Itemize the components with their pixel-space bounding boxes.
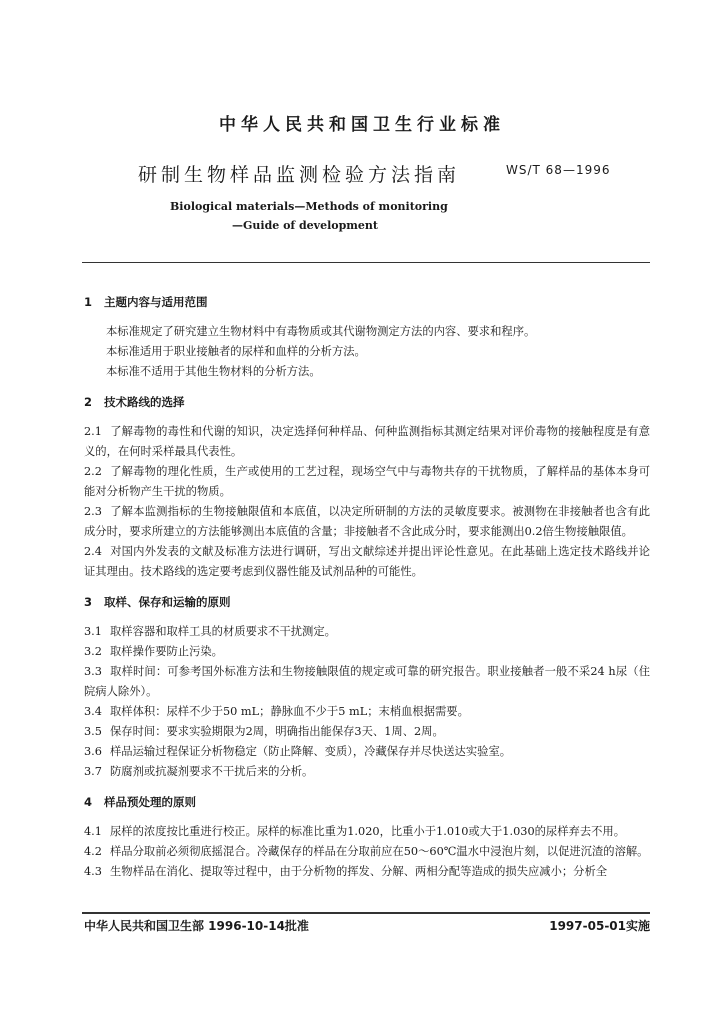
document-title: 研制生物样品监测检验方法指南 bbox=[138, 164, 461, 186]
clause-text: 取样操作要防止污染。 bbox=[110, 645, 223, 658]
clause-3-6 bbox=[84, 742, 650, 762]
clause-number: 3.6 bbox=[84, 745, 102, 758]
standard-number: WS/T 68—1996 bbox=[506, 163, 611, 177]
english-title-line2: —Guide of development bbox=[232, 219, 378, 232]
clause-4-1 bbox=[84, 822, 650, 842]
clause-3-4 bbox=[84, 702, 650, 722]
clause-number: 3.4 bbox=[84, 705, 102, 718]
section-title: 取样、保存和运输的原则 bbox=[104, 595, 231, 609]
clause-4-2 bbox=[84, 842, 650, 862]
clause-number: 2.4 bbox=[84, 545, 102, 558]
clause-number: 2.2 bbox=[84, 465, 102, 478]
clause-text: 防腐剂或抗凝剂要求不干扰后来的分析。 bbox=[110, 765, 314, 778]
paragraph: 本标准不适用于其他生物材料的分析方法。 bbox=[106, 365, 321, 378]
clause-3-7 bbox=[84, 762, 650, 782]
clause-text: 对国内外发表的文献及标准方法进行调研，写出文献综述并提出评论性意见。在此基础上选定技术路线并论证其理由。技术路线的选定要考虑到仪器性能及试剂品种的可能性。 bbox=[84, 545, 650, 578]
clause-number: 4.2 bbox=[84, 845, 102, 858]
clause-text: 尿样的浓度按比重进行校正。尿样的标准比重为1.020，比重小于1.010或大于1.030的尿样弃去不用。 bbox=[110, 825, 626, 838]
clause-text: 样品分取前必须彻底摇混合。冷藏保存的样品在分取前应在50～60℃温水中浸泡片刻，以促进沉渣的溶解。 bbox=[110, 845, 649, 858]
section-number: 1 bbox=[84, 295, 93, 309]
section-title: 样品预处理的原则 bbox=[104, 795, 197, 809]
section-number: 4 bbox=[84, 795, 93, 809]
section-1-heading bbox=[84, 292, 650, 312]
section-2-heading bbox=[84, 392, 650, 412]
section-4-heading bbox=[84, 792, 650, 812]
section-number: 3 bbox=[84, 595, 93, 609]
clause-number: 2.1 bbox=[84, 425, 102, 438]
clause-4-3 bbox=[84, 862, 650, 882]
section-3-heading bbox=[84, 592, 650, 612]
clause-number: 3.7 bbox=[84, 765, 102, 778]
clause-number: 2.3 bbox=[84, 505, 102, 518]
document-body bbox=[84, 282, 650, 882]
clause-3-1 bbox=[84, 622, 650, 642]
approval-date: 中华人民共和国卫生部 1996-10-14批准 bbox=[84, 919, 309, 933]
header-divider bbox=[82, 262, 650, 263]
clause-text: 取样时间：可参考国外标准方法和生物接触限值的规定或可靠的研究报告。职业接触者一般不采24 h尿（住院病人除外）。 bbox=[84, 665, 650, 698]
clause-text: 样品运输过程保证分析物稳定（防止降解、变质），冷藏保存并尽快送达实验室。 bbox=[110, 745, 512, 758]
issuer-heading: 中华人民共和国卫生行业标准 bbox=[219, 115, 505, 135]
clause-text: 保存时间：要求实验期限为2周，明确指出能保存3天、1周、2周。 bbox=[110, 725, 444, 738]
implementation-date: 1997-05-01实施 bbox=[549, 919, 650, 933]
clause-text: 了解本监测指标的生物接触限值和本底值，以决定所研制的方法的灵敏度要求。被测物在非接触者也含有此成分时，要求所建立的方法能够测出本底值的含量；非接触者不含此成分时，要求能测出0.2倍生物接触限值。 bbox=[84, 505, 650, 538]
clause-text: 了解毒物的毒性和代谢的知识，决定选择何种样品、何种监测指标其测定结果对评价毒物的接触程度是有意义的，在何时采样最具代表性。 bbox=[84, 425, 650, 458]
clause-number: 4.3 bbox=[84, 865, 102, 878]
clause-number: 4.1 bbox=[84, 825, 102, 838]
clause-text: 了解毒物的理化性质，生产或使用的工艺过程，现场空气中与毒物共存的干扰物质，了解样品的基体本身可能对分析物产生干扰的物质。 bbox=[84, 465, 650, 498]
clause-3-5 bbox=[84, 722, 650, 742]
footer-divider bbox=[82, 912, 650, 914]
clause-text: 生物样品在消化、提取等过程中，由于分析物的挥发、分解、两相分配等造成的损失应减小；分析全 bbox=[110, 865, 608, 878]
paragraph: 本标准规定了研究建立生物材料中有毒物质或其代谢物测定方法的内容、要求和程序。 bbox=[106, 325, 536, 338]
clause-number: 3.2 bbox=[84, 645, 102, 658]
clause-2-1 bbox=[84, 422, 650, 462]
section-title: 技术路线的选择 bbox=[104, 395, 185, 409]
section-number: 2 bbox=[84, 395, 93, 409]
clause-2-4 bbox=[84, 542, 650, 582]
clause-2-2 bbox=[84, 462, 650, 502]
clause-3-2 bbox=[84, 642, 650, 662]
section-title: 主题内容与适用范围 bbox=[104, 295, 208, 309]
english-title-line1: Biological materials—Methods of monitoring bbox=[170, 200, 448, 213]
clause-number: 3.5 bbox=[84, 725, 102, 738]
paragraph: 本标准适用于职业接触者的尿样和血样的分析方法。 bbox=[106, 345, 366, 358]
clause-number: 3.3 bbox=[84, 665, 102, 678]
clause-2-3 bbox=[84, 502, 650, 542]
clause-number: 3.1 bbox=[84, 625, 102, 638]
clause-text: 取样体积：尿样不少于50 mL；静脉血不少于5 mL；末梢血根据需要。 bbox=[110, 705, 469, 718]
clause-3-3 bbox=[84, 662, 650, 702]
clause-text: 取样容器和取样工具的材质要求不干扰测定。 bbox=[110, 625, 336, 638]
